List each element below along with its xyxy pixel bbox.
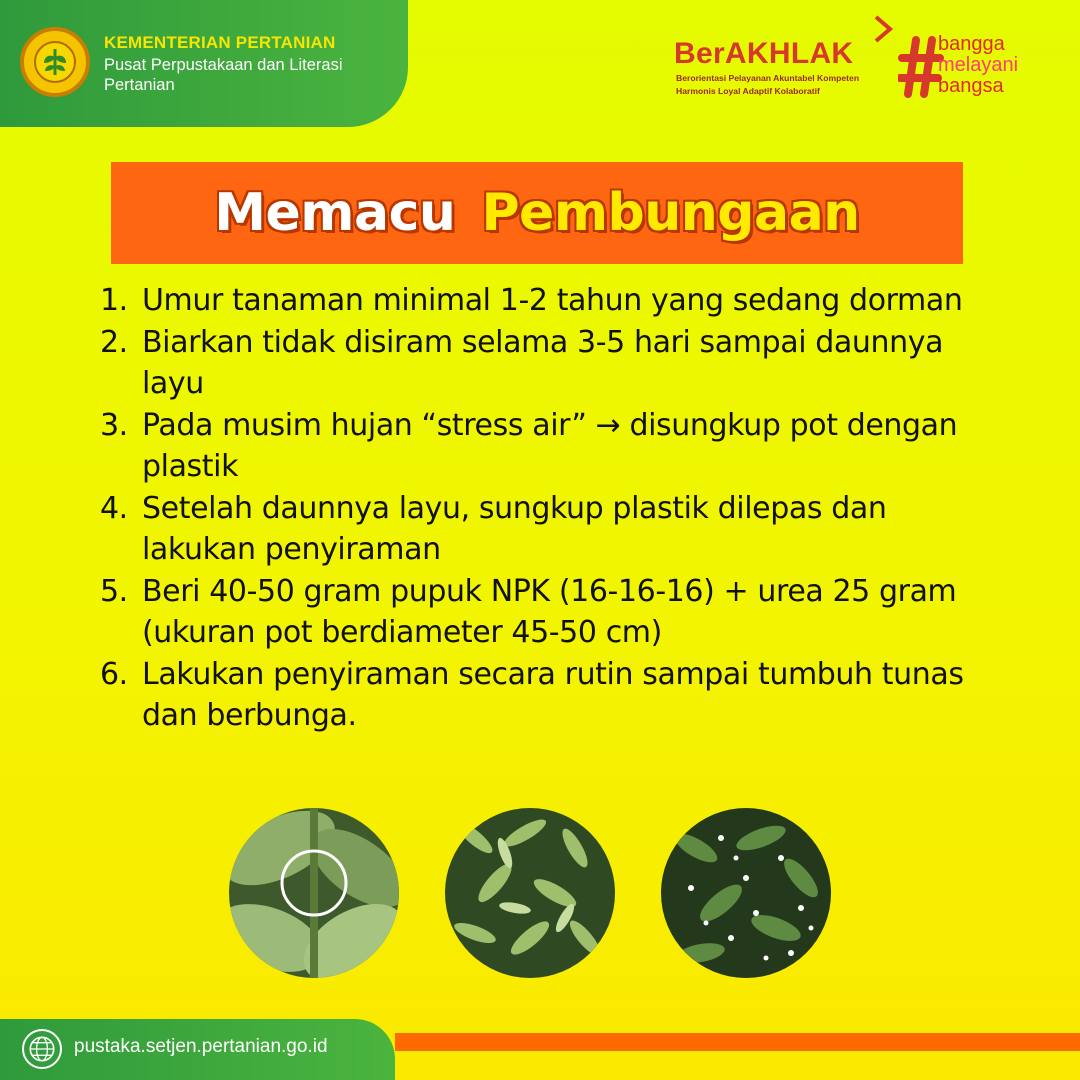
step-text: Beri 40-50 gram pupuk NPK (16-16-16) + urea 25 gram (ukuran pot berdiameter 45-50 cm) [142,573,957,650]
chevron-right-icon [872,14,894,44]
step-text: Pada musim hujan “stress air” → disungkup pot dengan plastik [142,407,958,484]
step-text: Biarkan tidak disiram selama 3-5 hari sampai daunnya layu [142,324,944,401]
globe-icon [22,1029,62,1069]
hashtag-text [938,34,1018,97]
step-item [100,654,980,737]
step-item [100,488,980,571]
hashtag-word: bangsa [938,75,1004,97]
brand-tagline-2: Harmonis Loyal Adaptif Kolaboratif [676,86,820,96]
step-number: 6. [100,656,128,692]
steps-list [100,280,980,737]
step-number: 2. [100,324,128,360]
step-number: 5. [100,573,128,609]
step-number: 4. [100,490,128,526]
berakhlak-brand: BerAKHLAK [674,37,854,70]
step-text: Umur tanaman minimal 1-2 tahun yang sedang dorman [142,283,963,318]
title-banner [111,162,963,264]
step-text: Setelah daunnya layu, sungkup plastik dilepas dan lakukan penyiraman [142,490,887,567]
step-item [100,571,980,654]
step-number: 1. [100,283,128,318]
step-text: Lakukan penyiraman secara rutin sampai tumbuh tunas dan berbunga. [142,656,964,733]
org-name: KEMENTERIAN PERTANIAN [104,33,336,52]
unit-name: Pusat Perpustakaan dan Literasi Pertanian [104,56,343,94]
brand-tagline-1: Berorientasi Pelayanan Akuntabel Kompeten [676,73,860,83]
title-part-2: Pembungaan [481,183,860,243]
title-part-1: Memacu [214,183,456,243]
ministry-logo [20,27,90,97]
step-number: 3. [100,407,128,443]
hashtag-word: melayani [938,54,1019,76]
website-url[interactable]: pustaka.setjen.pertanian.go.id [74,1036,328,1057]
leaf-closeup-photo [229,808,399,978]
step-item [100,405,980,488]
step-item [100,322,980,405]
footer-accent-bar [395,1033,1080,1051]
flowering-plant-photo [661,808,831,978]
step-item [100,280,980,322]
hashtag-word: bangga [938,33,1005,55]
plant-foliage-photo [445,808,615,978]
